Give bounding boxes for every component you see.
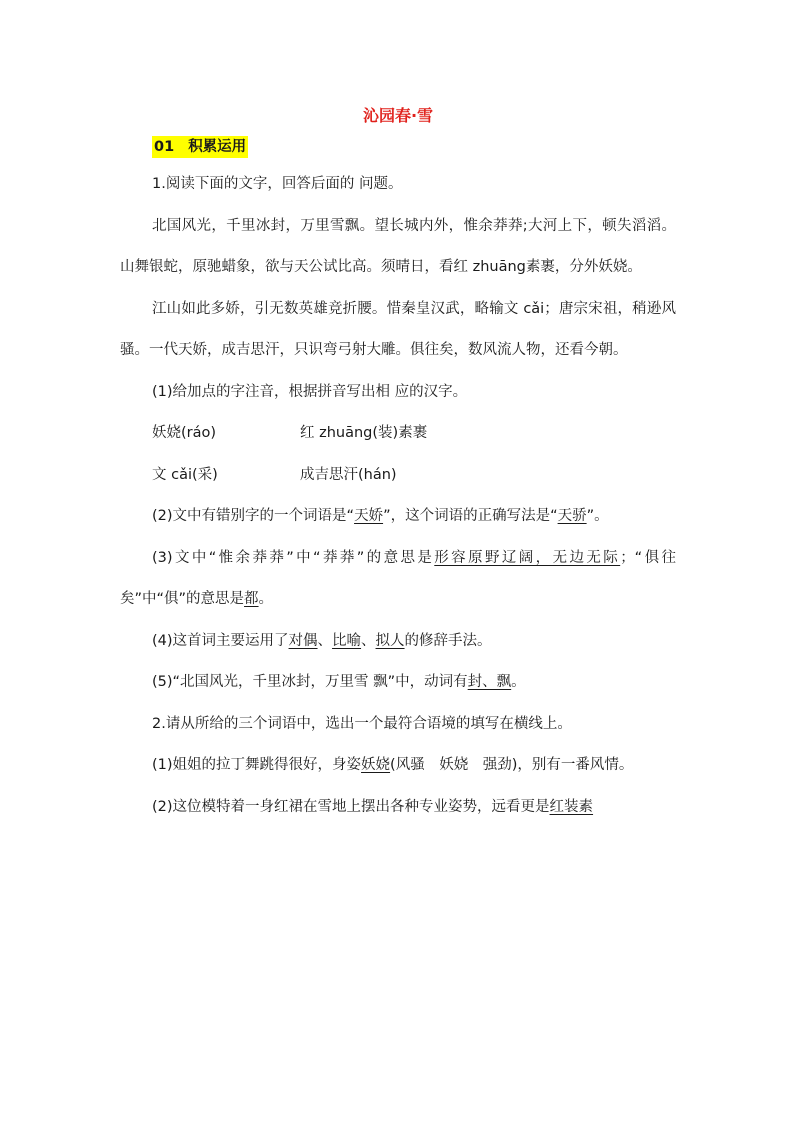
answer-cell: 文 cǎi(采) xyxy=(152,466,218,483)
answer-underlined: 对偶 xyxy=(288,632,318,649)
question-2-number: 2 xyxy=(152,715,162,732)
page-title: 沁园春·雪 xyxy=(362,106,434,125)
sub-question-4: (4)这首词主要运用了对偶、比喻、拟人的修辞手法。 xyxy=(152,632,492,649)
answer-underlined: 天骄 xyxy=(557,508,587,524)
poem-paragraph-2: 江山如此多娇，引无数英雄竞折腰。惜秦皇汉武，略输文 cǎi；唐宗宋祖，稍逊风骚。一代天娇，成吉思汗，只识弯弓射大雕。俱往矣，数风流人物，还看今朝。 xyxy=(120,300,676,358)
sub-question-2: (2)文中有错别字的一个词语是“天娇”，这个词语的正确写法是“天骄”。 xyxy=(152,508,609,524)
sub-question-5: (5)“北国风光，千里冰封，万里雪 飘”中，动词有封、飘。 xyxy=(152,674,526,690)
answer-underlined: 妖娆 xyxy=(361,757,391,773)
answer-cell: 成吉思汗(hán) xyxy=(300,466,397,483)
question-2-sentence-1: (1)姐姐的拉丁舞跳得很好，身姿妖娆(风骚 妖娆 强劲)，别有一番风情。 xyxy=(152,757,634,773)
answer-underlined: 都 xyxy=(244,591,259,607)
answer-row-2 xyxy=(120,455,676,497)
question-1-number: 1 xyxy=(152,176,162,192)
answer-underlined: 红装素 xyxy=(549,798,594,815)
answer-row-1 xyxy=(120,413,676,455)
answer-underlined: 封、飘 xyxy=(467,674,512,690)
section-label: 积累运用 xyxy=(188,139,247,155)
question-2-sentence-2: (2)这位模特着一身红裙在雪地上摆出各种专业姿势，远看更是红装素 xyxy=(152,798,594,815)
answer-underlined: 拟人 xyxy=(375,632,405,649)
question-2-prompt: 2.请从所给的三个词语中，选出一个最符合语境的填写在横线上。 xyxy=(152,715,572,732)
answer-cell: 妖娆(ráo) xyxy=(152,425,217,441)
poem-paragraph-1: 北国风光，千里冰封，万里雪飘。望长城内外，惟余莽莽;大河上下，顿失滔滔。山舞银蛇，原驰蜡象，欲与天公试比高。须晴日，看红 zhuāng素裹，分外妖娆。 xyxy=(120,217,676,275)
answer-underlined: 形容原野辽阔，无边无际 xyxy=(434,549,621,566)
answer-underlined: 天娇 xyxy=(354,508,384,524)
sub-question-1: (1)给加点的字注音，根据拼音写出相 应的汉字。 xyxy=(152,383,468,400)
section-heading xyxy=(152,136,248,158)
answer-cell: 红 zhuāng(装)素裹 xyxy=(300,425,428,441)
answer-underlined: 比喻 xyxy=(332,632,362,649)
question-1-prompt: 1.阅读下面的文字，回答后面的 问题。 xyxy=(152,176,403,192)
document-page xyxy=(120,100,676,828)
section-number: 01 xyxy=(154,139,175,155)
sub-question-3: (3)文中“惟余莽莽”中“莽莽”的意思是形容原野辽阔，无边无际；“俱往矣”中“俱”的意思是都。 xyxy=(120,549,676,607)
